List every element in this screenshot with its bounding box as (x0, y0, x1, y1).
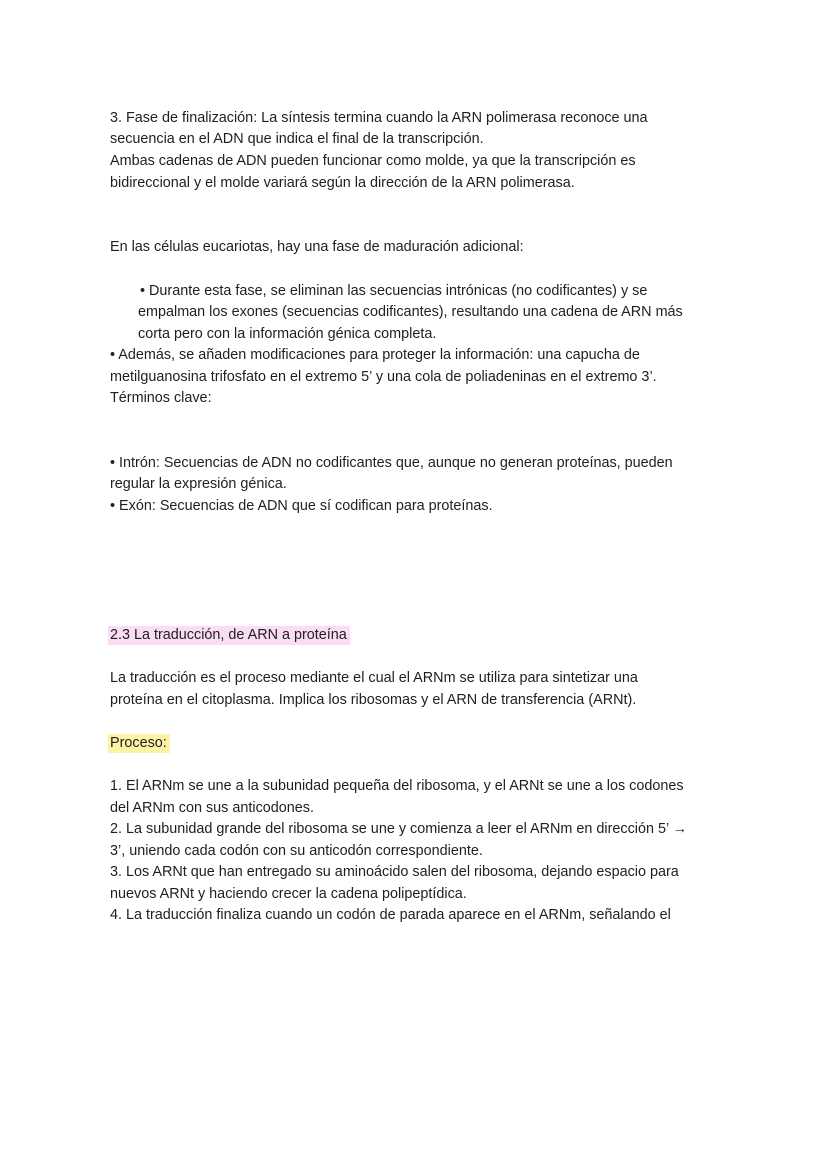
bullet-item: • Durante esta fase, se eliminan las secuencias intrónicas (no codificantes) y se (140, 283, 648, 299)
section-heading-text: 2.3 La traducción, de ARN a proteína (108, 626, 350, 645)
list-item: 1. El ARNm se une a la subunidad pequeña del ribosoma, y el ARNt se une a los codones (110, 778, 684, 794)
text-line: del ARNm con sus anticodones. (110, 800, 314, 816)
text-line: secuencia en el ADN que indica el final de la transcripción. (110, 131, 484, 147)
text-line: regular la expresión génica. (110, 476, 287, 492)
text-line: metilguanosina trifosfato en el extremo 5’ y una cola de poliadeninas en el extremo 3’. (110, 369, 657, 385)
text-line: En las células eucariotas, hay una fase de maduración adicional: (110, 239, 524, 255)
section-heading (110, 625, 350, 646)
bullet-item: • Exón: Secuencias de ADN que sí codifican para proteínas. (110, 498, 493, 514)
list-item: 2. La subunidad grande del ribosoma se une y comienza a leer el ARNm en dirección 5’ → (110, 821, 688, 837)
list-item: 3. Los ARNt que han entregado su aminoácido salen del ribosoma, dejando espacio para (110, 864, 679, 880)
text-line: Términos clave: (110, 390, 212, 406)
list-item: 4. La traducción finaliza cuando un codón de parada aparece en el ARNm, señalando el (110, 907, 671, 923)
bullet-item: • Intrón: Secuencias de ADN no codificantes que, aunque no generan proteínas, pueden (110, 455, 673, 471)
bullet-item: • Además, se añaden modificaciones para proteger la información: una capucha de (110, 347, 640, 363)
text-line: nuevos ARNt y haciendo crecer la cadena polipeptídica. (110, 886, 467, 902)
text-line: proteína en el citoplasma. Implica los ribosomas y el ARN de transferencia (ARNt). (110, 692, 637, 708)
text-line: bidireccional y el molde variará según la dirección de la ARN polimerasa. (110, 175, 575, 191)
bullet-item-continuation: corta pero con la información génica completa. (138, 326, 437, 342)
subheading-text: Proceso: (108, 734, 170, 753)
text-line: 3. Fase de finalización: La síntesis termina cuando la ARN polimerasa reconoce una (110, 110, 648, 126)
subheading (110, 733, 170, 754)
text-line: 3’, uniendo cada codón con su anticodón correspondiente. (110, 843, 483, 859)
text-line: Ambas cadenas de ADN pueden funcionar como molde, ya que la transcripción es (110, 153, 636, 169)
text-line: La traducción es el proceso mediante el cual el ARNm se utiliza para sintetizar una (110, 670, 638, 686)
bullet-item-continuation: empalman los exones (secuencias codificantes), resultando una cadena de ARN más (138, 304, 683, 320)
